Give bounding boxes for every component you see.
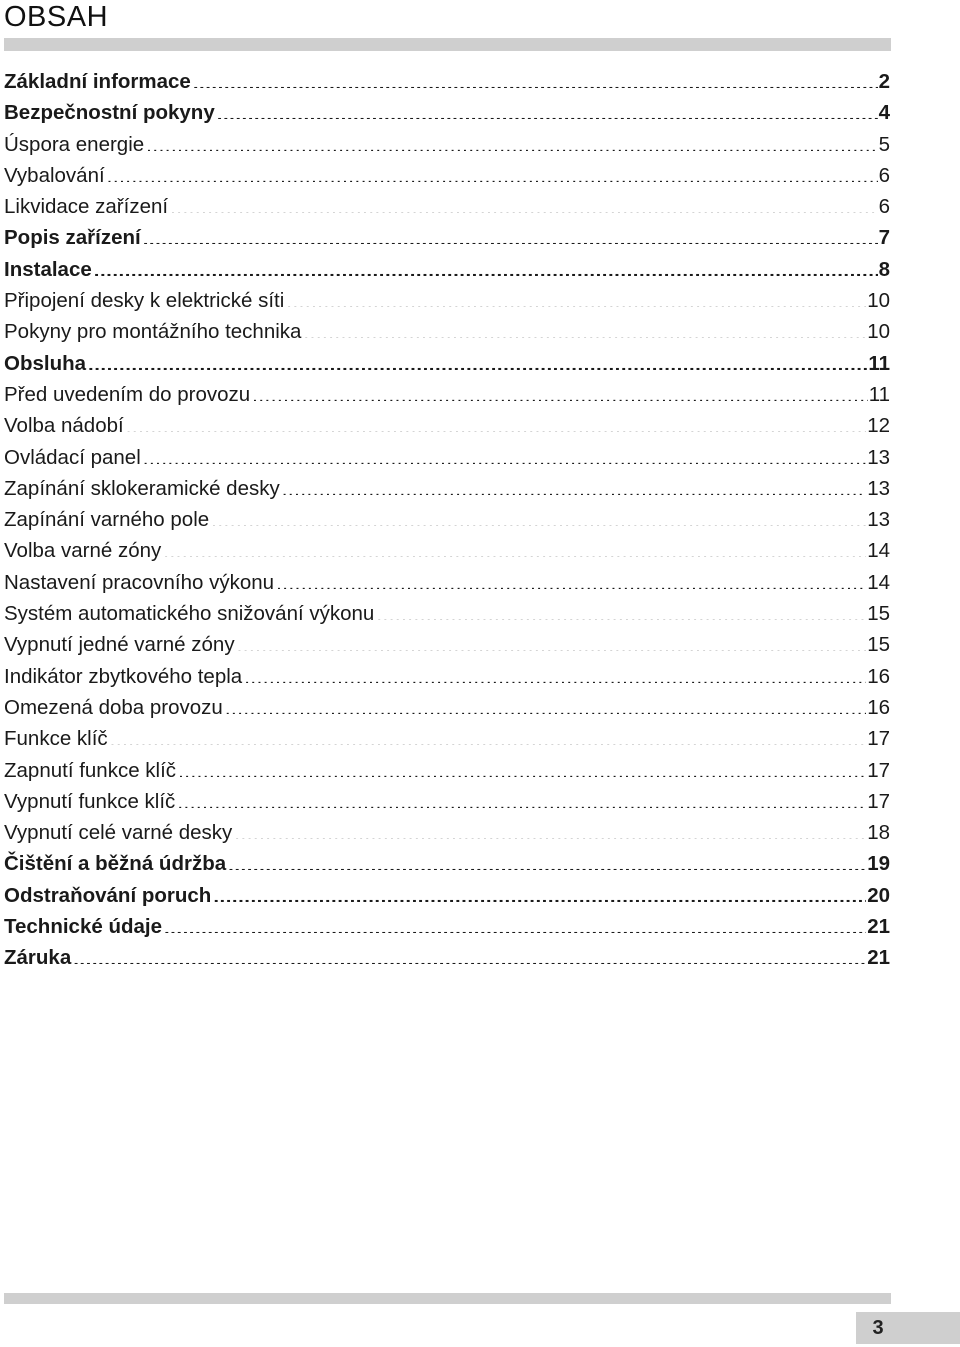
toc-entry[interactable] [4,410,890,441]
toc-dot-leader [217,99,878,120]
toc-entry-page: 21 [867,946,890,970]
toc-entry[interactable] [4,911,890,942]
toc-dot-leader [211,506,866,527]
toc-entry-page: 6 [878,163,890,187]
toc-entry[interactable] [4,473,890,504]
toc-entry-label: Obsluha [4,351,87,375]
toc-entry-page: 5 [878,132,890,156]
toc-dot-leader [282,474,866,495]
footer-rule [4,1293,891,1304]
toc-entry-page: 16 [867,695,890,719]
toc-entry-label: Připojení desky k elektrické síti [4,289,285,313]
toc-dot-leader [228,850,866,871]
table-of-contents [4,66,890,974]
toc-entry-label: Volba nádobí [4,414,124,438]
page-number-box [856,1312,960,1344]
toc-entry-label: Před uvedením do provozu [4,382,251,406]
toc-entry[interactable] [4,316,890,347]
toc-entry[interactable] [4,817,890,848]
toc-entry-page: 17 [867,789,890,813]
toc-entry-label: Funkce klíč [4,727,108,751]
toc-dot-leader [164,913,866,934]
toc-entry[interactable] [4,723,890,754]
toc-entry[interactable] [4,66,890,97]
toc-dot-leader [110,725,867,746]
toc-entry-label: Vypnutí funkce klíč [4,789,176,813]
toc-entry-label: Pokyny pro montážního technika [4,320,302,344]
toc-dot-leader [143,443,866,464]
toc-dot-leader [73,944,866,965]
toc-entry-label: Zapínání sklokeramické desky [4,476,280,500]
toc-entry-page: 10 [867,320,890,344]
page-number: 3 [872,1317,884,1339]
toc-entry[interactable] [4,598,890,629]
toc-entry[interactable] [4,442,890,473]
toc-entry[interactable] [4,191,890,222]
toc-entry-label: Zapnutí funkce klíč [4,758,177,782]
toc-dot-leader [170,193,878,214]
toc-entry-page: 19 [867,852,890,876]
toc-dot-leader [107,161,878,182]
toc-entry-label: Vybalování [4,163,105,187]
toc-entry-page: 13 [867,476,890,500]
toc-entry-label: Vypnutí celé varné desky [4,821,233,845]
toc-entry[interactable] [4,629,890,660]
toc-dot-leader [193,68,878,89]
toc-entry-label: Omezená doba provozu [4,695,223,719]
toc-entry-page: 11 [868,382,890,406]
toc-entry-page: 11 [868,351,890,375]
toc-entry-page: 16 [867,664,890,688]
toc-dot-leader [88,349,867,370]
toc-entry-label: Popis zařízení [4,226,141,250]
toc-entry-label: Úspora energie [4,132,145,156]
toc-entry-label: Instalace [4,257,92,281]
toc-entry[interactable] [4,661,890,692]
toc-entry-label: Indikátor zbytkového tepla [4,664,243,688]
toc-entry[interactable] [4,254,890,285]
toc-entry-page: 2 [878,70,890,93]
toc-dot-leader [213,881,866,902]
toc-entry-label: Odstraňování poruch [4,883,212,907]
toc-entry-page: 17 [867,727,890,751]
toc-dot-leader [252,380,868,401]
toc-entry-page: 17 [867,758,890,782]
toc-entry[interactable] [4,504,890,535]
toc-entry-label: Vypnutí jedné varné zóny [4,633,235,657]
toc-dot-leader [177,787,866,808]
toc-dot-leader [143,224,878,245]
toc-entry-label: Nastavení pracovního výkonu [4,570,275,594]
toc-entry[interactable] [4,942,890,973]
toc-entry[interactable] [4,160,890,191]
header-rule [4,38,891,51]
toc-entry[interactable] [4,567,890,598]
toc-entry[interactable] [4,786,890,817]
toc-entry-page: 14 [867,570,890,594]
toc-dot-leader [303,318,866,339]
toc-entry[interactable] [4,692,890,723]
toc-entry-page: 13 [867,445,890,469]
toc-entry-page: 13 [867,508,890,532]
toc-entry-label: Zapínání varného pole [4,508,210,532]
toc-entry[interactable] [4,129,890,160]
toc-entry-page: 21 [867,915,890,939]
toc-dot-leader [126,412,866,433]
toc-dot-leader [376,600,866,621]
toc-dot-leader [286,287,866,308]
toc-dot-leader [178,756,866,777]
toc-entry-page: 14 [867,539,890,563]
toc-entry[interactable] [4,880,890,911]
toc-entry-page: 15 [867,633,890,657]
toc-entry[interactable] [4,97,890,128]
toc-entry[interactable] [4,285,890,316]
toc-entry-label: Záruka [4,946,72,970]
toc-entry-page: 15 [867,602,890,626]
toc-entry[interactable] [4,848,890,879]
toc-entry-label: Čištění a běžná údržba [4,852,227,876]
toc-entry-page: 20 [867,883,890,907]
toc-dot-leader [276,568,866,589]
toc-entry-page: 7 [878,226,890,250]
toc-entry-label: Bezpečnostní pokyny [4,101,215,125]
toc-dot-leader [225,693,866,714]
toc-dot-leader [94,255,878,276]
toc-dot-leader [234,819,866,840]
toc-entry-label: Likvidace zařízení [4,195,169,219]
toc-entry[interactable] [4,755,890,786]
toc-entry[interactable] [4,535,890,566]
toc-dot-leader [146,130,877,151]
toc-entry-label: Systém automatického snižování výkonu [4,602,375,626]
toc-entry-label: Základní informace [4,70,191,93]
toc-dot-leader [163,537,866,558]
toc-entry[interactable] [4,348,890,379]
toc-entry[interactable] [4,379,890,410]
toc-entry-label: Ovládací panel [4,445,141,469]
toc-entry-page: 8 [878,257,890,281]
toc-entry-page: 6 [878,195,890,219]
toc-entry-page: 4 [878,101,890,125]
toc-entry-label: Volba varné zóny [4,539,162,563]
toc-dot-leader [244,662,866,683]
toc-entry[interactable] [4,222,890,253]
toc-entry-page: 18 [867,821,890,845]
page-title: OBSAH [4,1,109,33]
toc-entry-page: 10 [867,289,890,313]
toc-entry-label: Technické údaje [4,915,162,939]
toc-entry-page: 12 [867,414,890,438]
toc-dot-leader [237,631,867,652]
